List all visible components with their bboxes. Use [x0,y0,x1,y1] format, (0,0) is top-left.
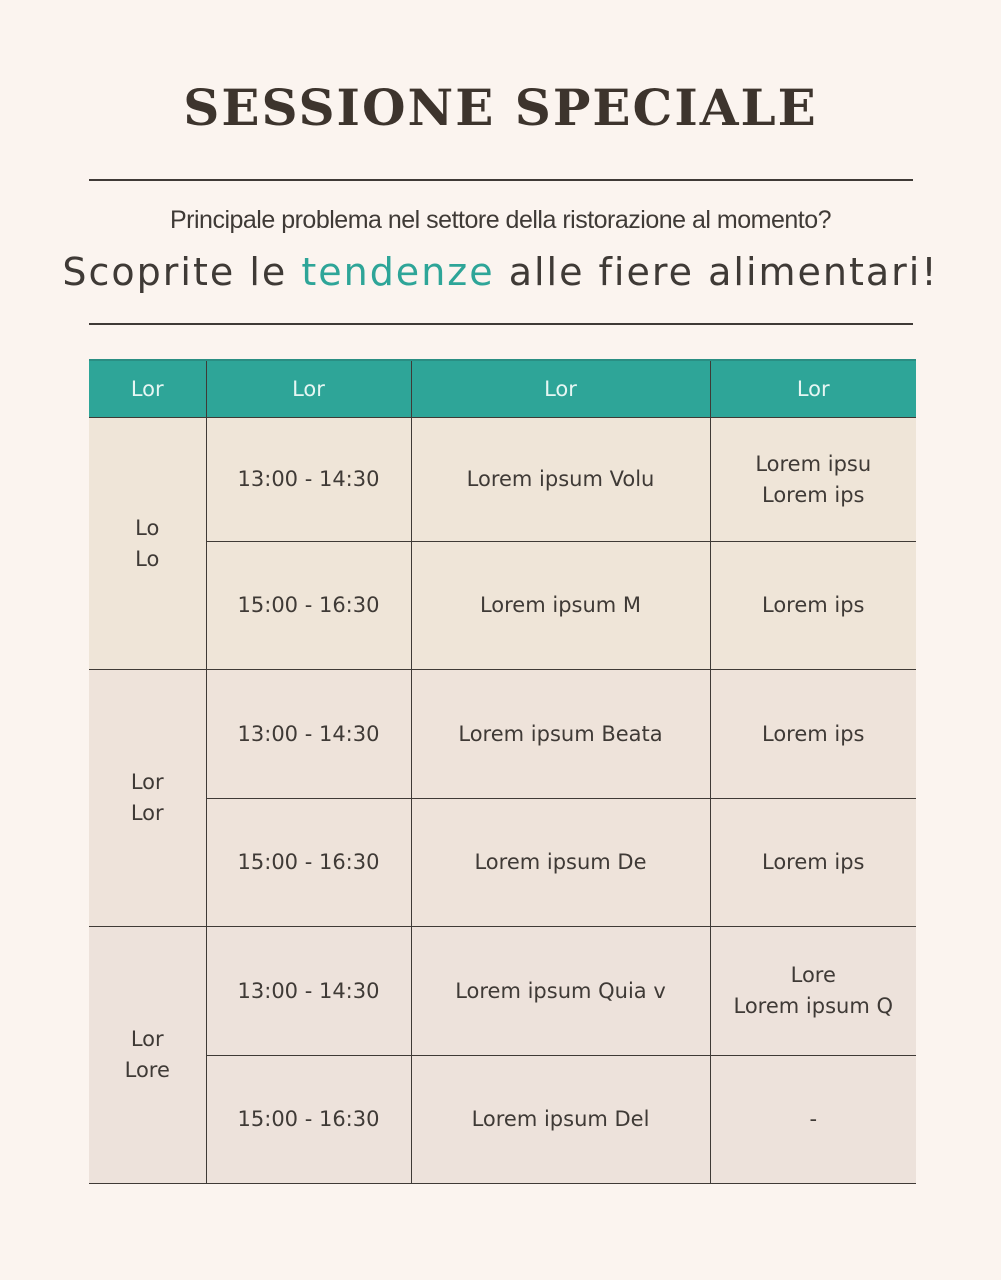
group-label-line: Lor [130,801,164,825]
speaker-cell [710,418,916,542]
topic-cell: Lorem ipsum Volu [411,418,710,542]
subtitle: Principale problema nel settore della ristorazione al momento? [169,206,832,234]
group-label-cell [89,927,206,1184]
header-cell-day: Lor [89,360,206,418]
header-cell-topic: Lor [411,360,710,418]
speaker-line: Lorem ipsum Q [733,994,893,1018]
time-cell: 13:00 - 14:30 [206,418,411,542]
time-cell: 13:00 - 14:30 [206,927,411,1056]
bottom-divider [89,323,913,325]
headline-end: alle fiere alimentari! [494,250,939,294]
header-cell-time: Lor [206,360,411,418]
table-row [89,542,916,670]
table-row [89,418,916,542]
headline [0,250,1001,294]
speaker-line: Lorem ips [761,850,865,874]
speaker-cell [710,799,916,927]
table-row [89,670,916,799]
group-label-line: Lo [135,515,160,540]
header-cell-speaker: Lor [710,360,916,418]
table-header-row [89,360,916,418]
topic-cell: Lorem ipsum Quia v [411,927,710,1056]
speaker-line: Lorem ips [761,721,865,746]
speaker-cell [710,670,916,799]
speaker-line: Lorem ips [761,593,865,617]
topic-cell: Lorem ipsum Beata [411,670,710,799]
time-cell: 15:00 - 16:30 [206,1056,411,1184]
topic-cell: Lorem ipsum Del [411,1056,710,1184]
group-label-cell [89,670,206,927]
speaker-cell [710,542,916,670]
speaker-cell [710,1056,916,1184]
speaker-line: Lorem ipsu [755,451,872,476]
schedule-table [89,359,916,1184]
table-row [89,927,916,1056]
speaker-line: - [809,1107,818,1131]
top-divider [89,179,913,181]
speaker-line: Lorem ips [761,482,865,507]
headline-accent: tendenze [301,250,495,294]
speaker-line: Lore [790,963,836,987]
time-cell: 13:00 - 14:30 [206,670,411,799]
group-label-cell [89,418,206,670]
table-row [89,1056,916,1184]
group-label-line: Lore [124,1058,170,1082]
group-label-line: Lo [135,546,160,571]
page-title: SESSIONE SPECIALE [183,78,818,137]
group-label-line: Lor [130,1027,164,1051]
topic-cell: Lorem ipsum De [411,799,710,927]
time-cell: 15:00 - 16:30 [206,542,411,670]
group-label-line: Lor [130,770,164,794]
topic-cell: Lorem ipsum M [411,542,710,670]
time-cell: 15:00 - 16:30 [206,799,411,927]
headline-start: Scoprite le [62,250,302,294]
speaker-cell [710,927,916,1056]
table-row [89,799,916,927]
